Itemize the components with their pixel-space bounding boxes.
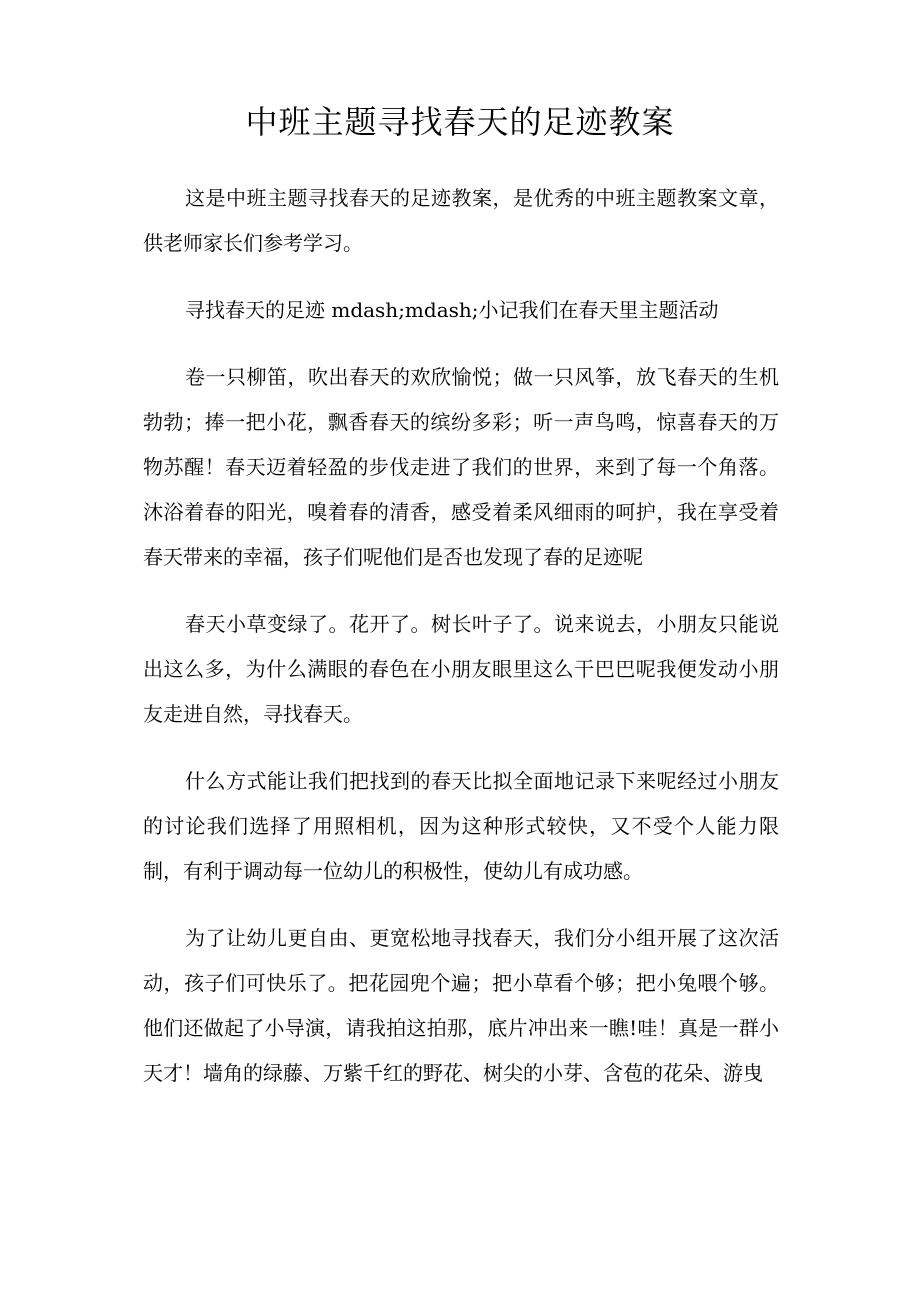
- paragraph-activity: 为了让幼儿更自由、更宽松地寻找春天，我们分小组开展了这次活动，孩子们可快乐了。把花园兜个遍；把小草看个够；把小兔喂个够。他们还做起了小导演，请我拍这拍那，底片冲出来一瞧!哇！真是一群小天才！墙角的绿藤、万紫千红的野花、树尖的小芽、含苞的花朵、游曳: [143, 926, 779, 1085]
- paragraph-intro: 这是中班主题寻找春天的足迹教案，是优秀的中班主题教案文章，供老师家长们参考学习。: [143, 186, 779, 255]
- paragraph-observation: 春天小草变绿了。花开了。树长叶子了。说来说去，小朋友只能说出这么多，为什么满眼的春色在小朋友眼里这么干巴巴呢我便发动小朋友走进自然，寻找春天。: [143, 612, 779, 726]
- paragraph-method: 什么方式能让我们把找到的春天比拟全面地记录下来呢经过小朋友的讨论我们选择了用照相机，因为这种形式较快，又不受个人能力限制，有利于调动每一位幼儿的积极性，使幼儿有成功感。: [143, 769, 779, 883]
- document-body: [143, 176, 779, 1118]
- paragraph-subtitle: 寻找春天的足迹 mdash;mdash;小记我们在春天里主题活动: [185, 298, 719, 322]
- paragraph-spring-intro: 卷一只柳笛，吹出春天的欢欣愉悦；做一只风筝，放飞春天的生机勃勃；捧一把小花，飘香春天的缤纷多彩；听一声鸟鸣，惊喜春天的万物苏醒！春天迈着轻盈的步伐走进了我们的世界，来到了每一个角落。沐浴着春的阳光，嗅着春的清香，感受着柔风细雨的呵护，我在享受着春天带来的幸福，孩子们呢他们是否也发现了春的足迹呢: [143, 365, 779, 569]
- document-title: 中班主题寻找春天的足迹教案: [245, 103, 675, 141]
